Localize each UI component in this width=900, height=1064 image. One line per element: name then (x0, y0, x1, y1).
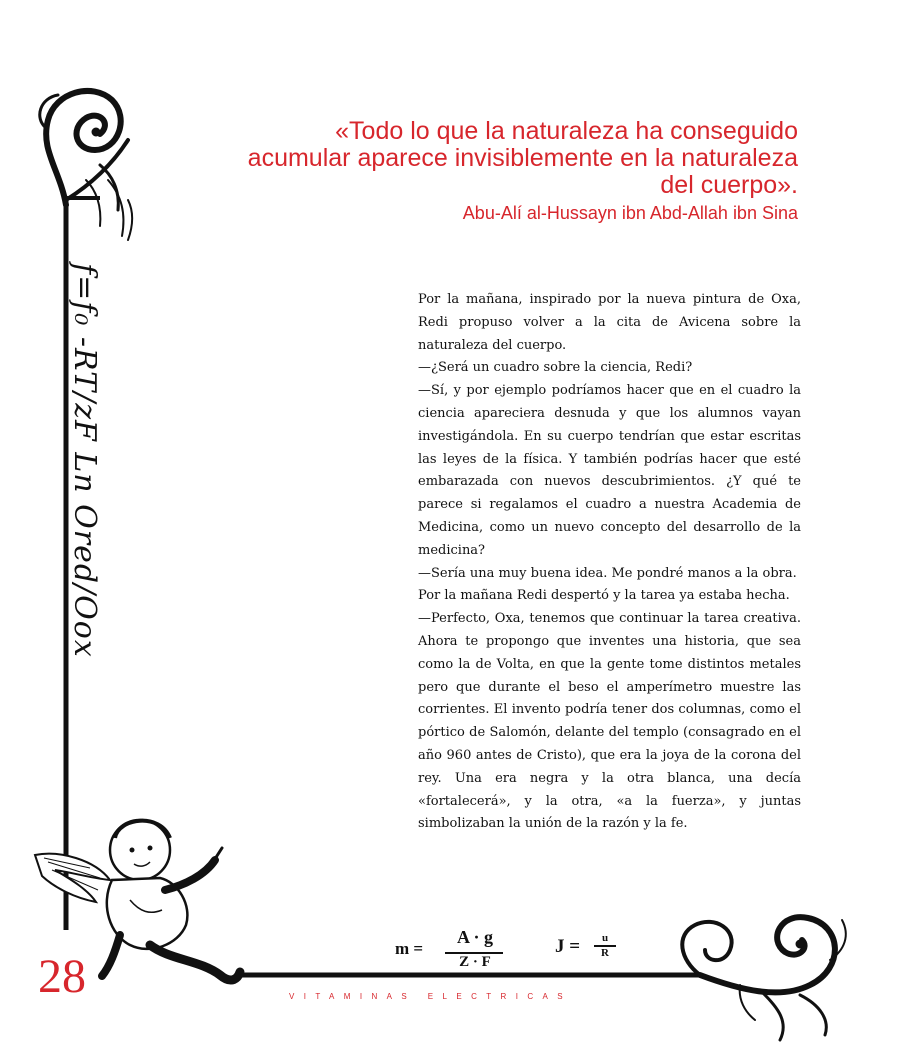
formula-denominator: Z · F (459, 954, 491, 970)
page-number: 28 (38, 950, 86, 1003)
epigraph-quote: «Todo lo que la naturaleza ha conseguido acumular aparece invisiblemente en la naturaleza del cuerpo». (247, 117, 798, 199)
running-title: VITAMINAS ELECTRICAS (289, 992, 572, 1001)
paragraph: —Perfecto, Oxa, tenemos que continuar la tarea creativa. Ahora te propongo que inventes una historia, que sea como la de Volta, en que la gente tome distintos metales pero que durante el beso el amperímetro muestre las corrientes. El invento podría tener dos columnas, como el pórtico de Salomón, delante del templo (consagrado en el año 960 antes de Cristo), que era la joya de la corona del rey. Una era negra y la otra blanca, una decía «fortalecerá», y la otra, «a la fuerza», y juntas simbolizaban la unión de la razón y la fe. (418, 611, 801, 832)
formula-denominator: R (601, 947, 609, 959)
formula-lhs: J = (555, 936, 581, 957)
paragraph: —Sería una muy buena idea. Me pondré manos a la obra. (418, 565, 797, 581)
formula-lhs: m = (395, 939, 424, 958)
paragraph: Por la mañana, inspirado por la nueva pintura de Oxa, Redi propuso volver a la cita de Avicena sobre la naturaleza del cuerpo. (418, 292, 801, 353)
top-left-scroll-ornament (40, 91, 132, 240)
paragraph: —Sí, y por ejemplo podríamos hacer que en el cuadro la ciencia apareciera desnuda y que los alumnos vayan investigándola. En su cuerpo tendrían que estar escritas las leyes de la física. Y también podrías hacer que esté embarazada con nuevos descubrimientos. ¿Y qué te parece si regalamos el cuadro a nuestra Academia de Medicina, como un nuevo concepto del desarrollo de la medicina? (418, 383, 801, 558)
formula-numerator: A · g (456, 927, 493, 947)
paragraph: Por la mañana Redi despertó y la tarea ya estaba hecha. (418, 588, 790, 604)
body-text (418, 289, 801, 836)
bottom-right-scroll-ornament (682, 917, 846, 1040)
ohm-formula (555, 927, 635, 977)
vertical-formula (60, 263, 120, 658)
epigraph-attribution: Abu-Alí al-Hussayn ibn Abd-Allah ibn Sina (462, 203, 798, 223)
formula-numerator: u (601, 932, 609, 944)
nernst-equation: f=f₀ -RT/zF Ln Ored/Oox (67, 263, 102, 658)
faraday-formula (395, 927, 515, 977)
paragraph: —¿Será un cuadro sobre la ciencia, Redi? (418, 360, 693, 376)
